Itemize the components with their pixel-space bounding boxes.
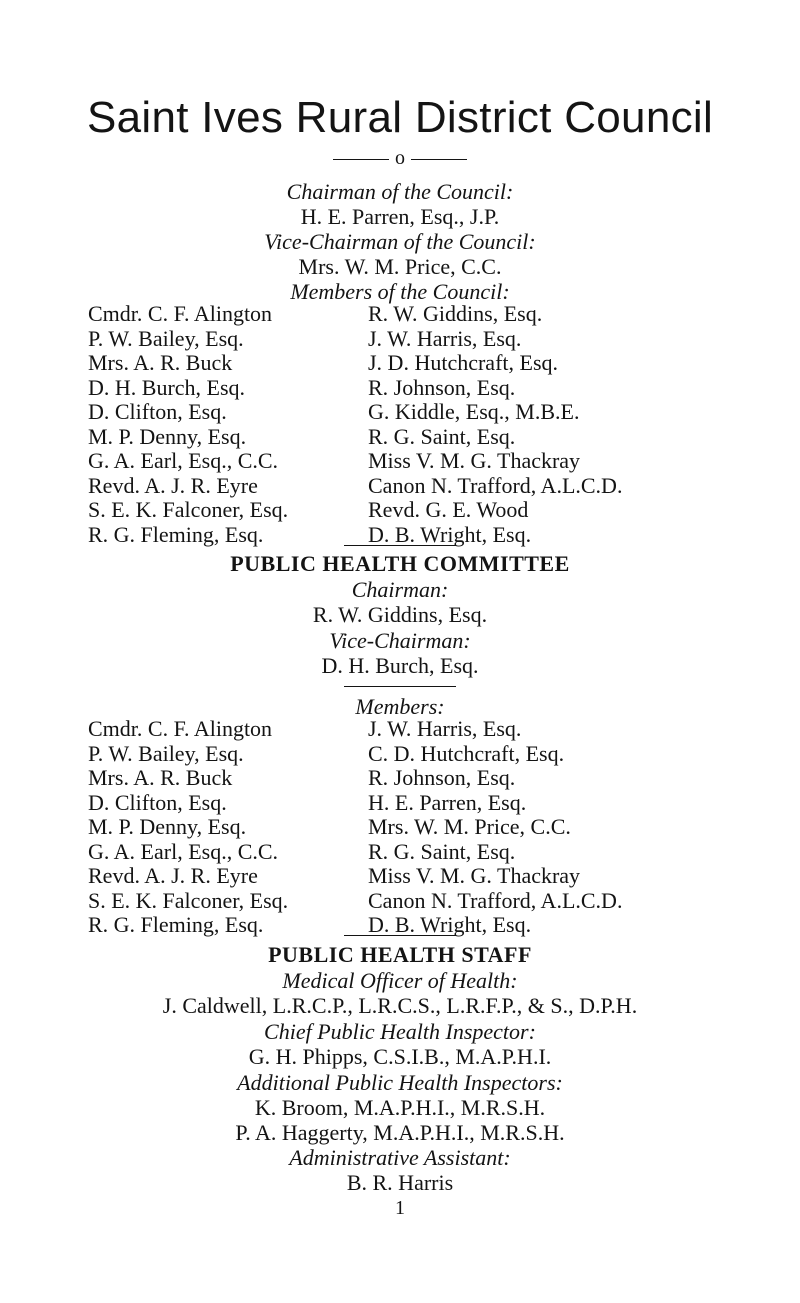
council-members-label: Members of the Council: bbox=[290, 279, 510, 304]
council-chairman-name: H. E. Parren, Esq., J.P. bbox=[300, 204, 500, 229]
committee-members-right-column bbox=[368, 717, 622, 938]
committee-chairman-name: R. W. Giddins, Esq. bbox=[312, 602, 488, 627]
list-item: H. E. Parren, Esq. bbox=[368, 789, 527, 815]
list-item: R. G. Fleming, Esq. bbox=[88, 912, 264, 937]
list-item: R. Johnson, Esq. bbox=[368, 374, 516, 400]
title-ornament bbox=[0, 146, 800, 170]
section-divider bbox=[344, 686, 456, 687]
list-item: R. G. Fleming, Esq. bbox=[88, 521, 264, 547]
committee-vice-label: Vice-Chairman: bbox=[329, 628, 471, 653]
committee-chairman-label: Chairman: bbox=[351, 577, 449, 602]
list-item: Revd. A. J. R. Eyre bbox=[88, 472, 258, 498]
list-item: D. Clifton, Esq. bbox=[88, 789, 227, 815]
moh-name: J. Caldwell, L.R.C.P., L.R.C.S., L.R.F.P., & S., D.P.H. bbox=[162, 993, 638, 1018]
list-item: Mrs. W. M. Price, C.C. bbox=[368, 814, 571, 839]
committee-members-label: Members: bbox=[355, 694, 445, 719]
list-item: D. H. Burch, Esq. bbox=[88, 374, 246, 400]
list-item: Revd. A. J. R. Eyre bbox=[88, 863, 258, 888]
list-item: J. W. Harris, Esq. bbox=[368, 325, 522, 351]
additional-inspectors-label: Additional Public Health Inspectors: bbox=[237, 1070, 563, 1095]
list-item: Mrs. A. R. Buck bbox=[88, 765, 233, 790]
chief-inspector-name: G. H. Phipps, C.S.I.B., M.A.P.H.I. bbox=[248, 1044, 552, 1069]
committee-members-left-column bbox=[88, 717, 288, 938]
list-item: D. B. Wright, Esq. bbox=[368, 521, 532, 547]
list-item: D. Clifton, Esq. bbox=[88, 399, 227, 424]
council-members-right-column bbox=[368, 302, 622, 547]
council-vice-name: Mrs. W. M. Price, C.C. bbox=[298, 254, 502, 279]
list-item: P. W. Bailey, Esq. bbox=[88, 325, 244, 351]
list-item: R. G. Saint, Esq. bbox=[368, 838, 516, 864]
page-title: Saint Ives Rural District Council bbox=[86, 93, 714, 142]
staff-heading: PUBLIC HEALTH STAFF bbox=[268, 942, 532, 967]
list-item: Revd. G. E. Wood bbox=[368, 497, 529, 522]
committee-vice-name: D. H. Burch, Esq. bbox=[321, 653, 479, 678]
list-item: G. A. Earl, Esq., C.C. bbox=[88, 838, 279, 864]
list-item: Canon N. Trafford, A.L.C.D. bbox=[368, 887, 623, 913]
council-vice-label: Vice-Chairman of the Council: bbox=[264, 229, 536, 254]
section-divider bbox=[344, 545, 456, 546]
list-item: S. E. K. Falconer, Esq. bbox=[88, 497, 289, 522]
additional-inspector-name: P. A. Haggerty, M.A.P.H.I., M.R.S.H. bbox=[235, 1120, 565, 1145]
ornament-dash-right bbox=[411, 159, 467, 160]
list-item: C. D. Hutchcraft, Esq. bbox=[368, 740, 565, 766]
list-item: S. E. K. Falconer, Esq. bbox=[88, 887, 289, 913]
moh-label: Medical Officer of Health: bbox=[282, 968, 518, 993]
ornament-letter: o bbox=[395, 147, 405, 169]
list-item: Miss V. M. G. Thackray bbox=[368, 448, 581, 473]
committee-heading: PUBLIC HEALTH COMMITTEE bbox=[230, 551, 570, 576]
list-item: Cmdr. C. F. Alington bbox=[88, 716, 273, 741]
list-item: R. G. Saint, Esq. bbox=[368, 423, 516, 449]
council-members-left-column bbox=[88, 302, 288, 547]
ornament-dash-left bbox=[333, 159, 389, 160]
list-item: D. B. Wright, Esq. bbox=[368, 912, 532, 937]
list-item: Canon N. Trafford, A.L.C.D. bbox=[368, 472, 623, 498]
list-item: P. W. Bailey, Esq. bbox=[88, 740, 244, 766]
list-item: J. D. Hutchcraft, Esq. bbox=[368, 350, 559, 375]
admin-assistant-label: Administrative Assistant: bbox=[289, 1145, 511, 1170]
additional-inspector-name: K. Broom, M.A.P.H.I., M.R.S.H. bbox=[254, 1095, 546, 1120]
list-item: G. A. Earl, Esq., C.C. bbox=[88, 448, 279, 473]
list-item: Miss V. M. G. Thackray bbox=[368, 863, 581, 888]
list-item: Mrs. A. R. Buck bbox=[88, 350, 233, 375]
list-item: R. W. Giddins, Esq. bbox=[368, 301, 543, 326]
list-item: G. Kiddle, Esq., M.B.E. bbox=[368, 399, 580, 424]
list-item: M. P. Denny, Esq. bbox=[88, 423, 247, 449]
admin-assistant-name: B. R. Harris bbox=[346, 1170, 454, 1195]
page-number: 1 bbox=[395, 1197, 405, 1219]
list-item: J. W. Harris, Esq. bbox=[368, 716, 522, 741]
list-item: R. Johnson, Esq. bbox=[368, 765, 516, 790]
council-chairman-label: Chairman of the Council: bbox=[286, 179, 514, 204]
list-item: Cmdr. C. F. Alington bbox=[88, 301, 273, 326]
section-divider bbox=[344, 935, 456, 936]
list-item: M. P. Denny, Esq. bbox=[88, 814, 247, 839]
chief-inspector-label: Chief Public Health Inspector: bbox=[264, 1019, 536, 1044]
